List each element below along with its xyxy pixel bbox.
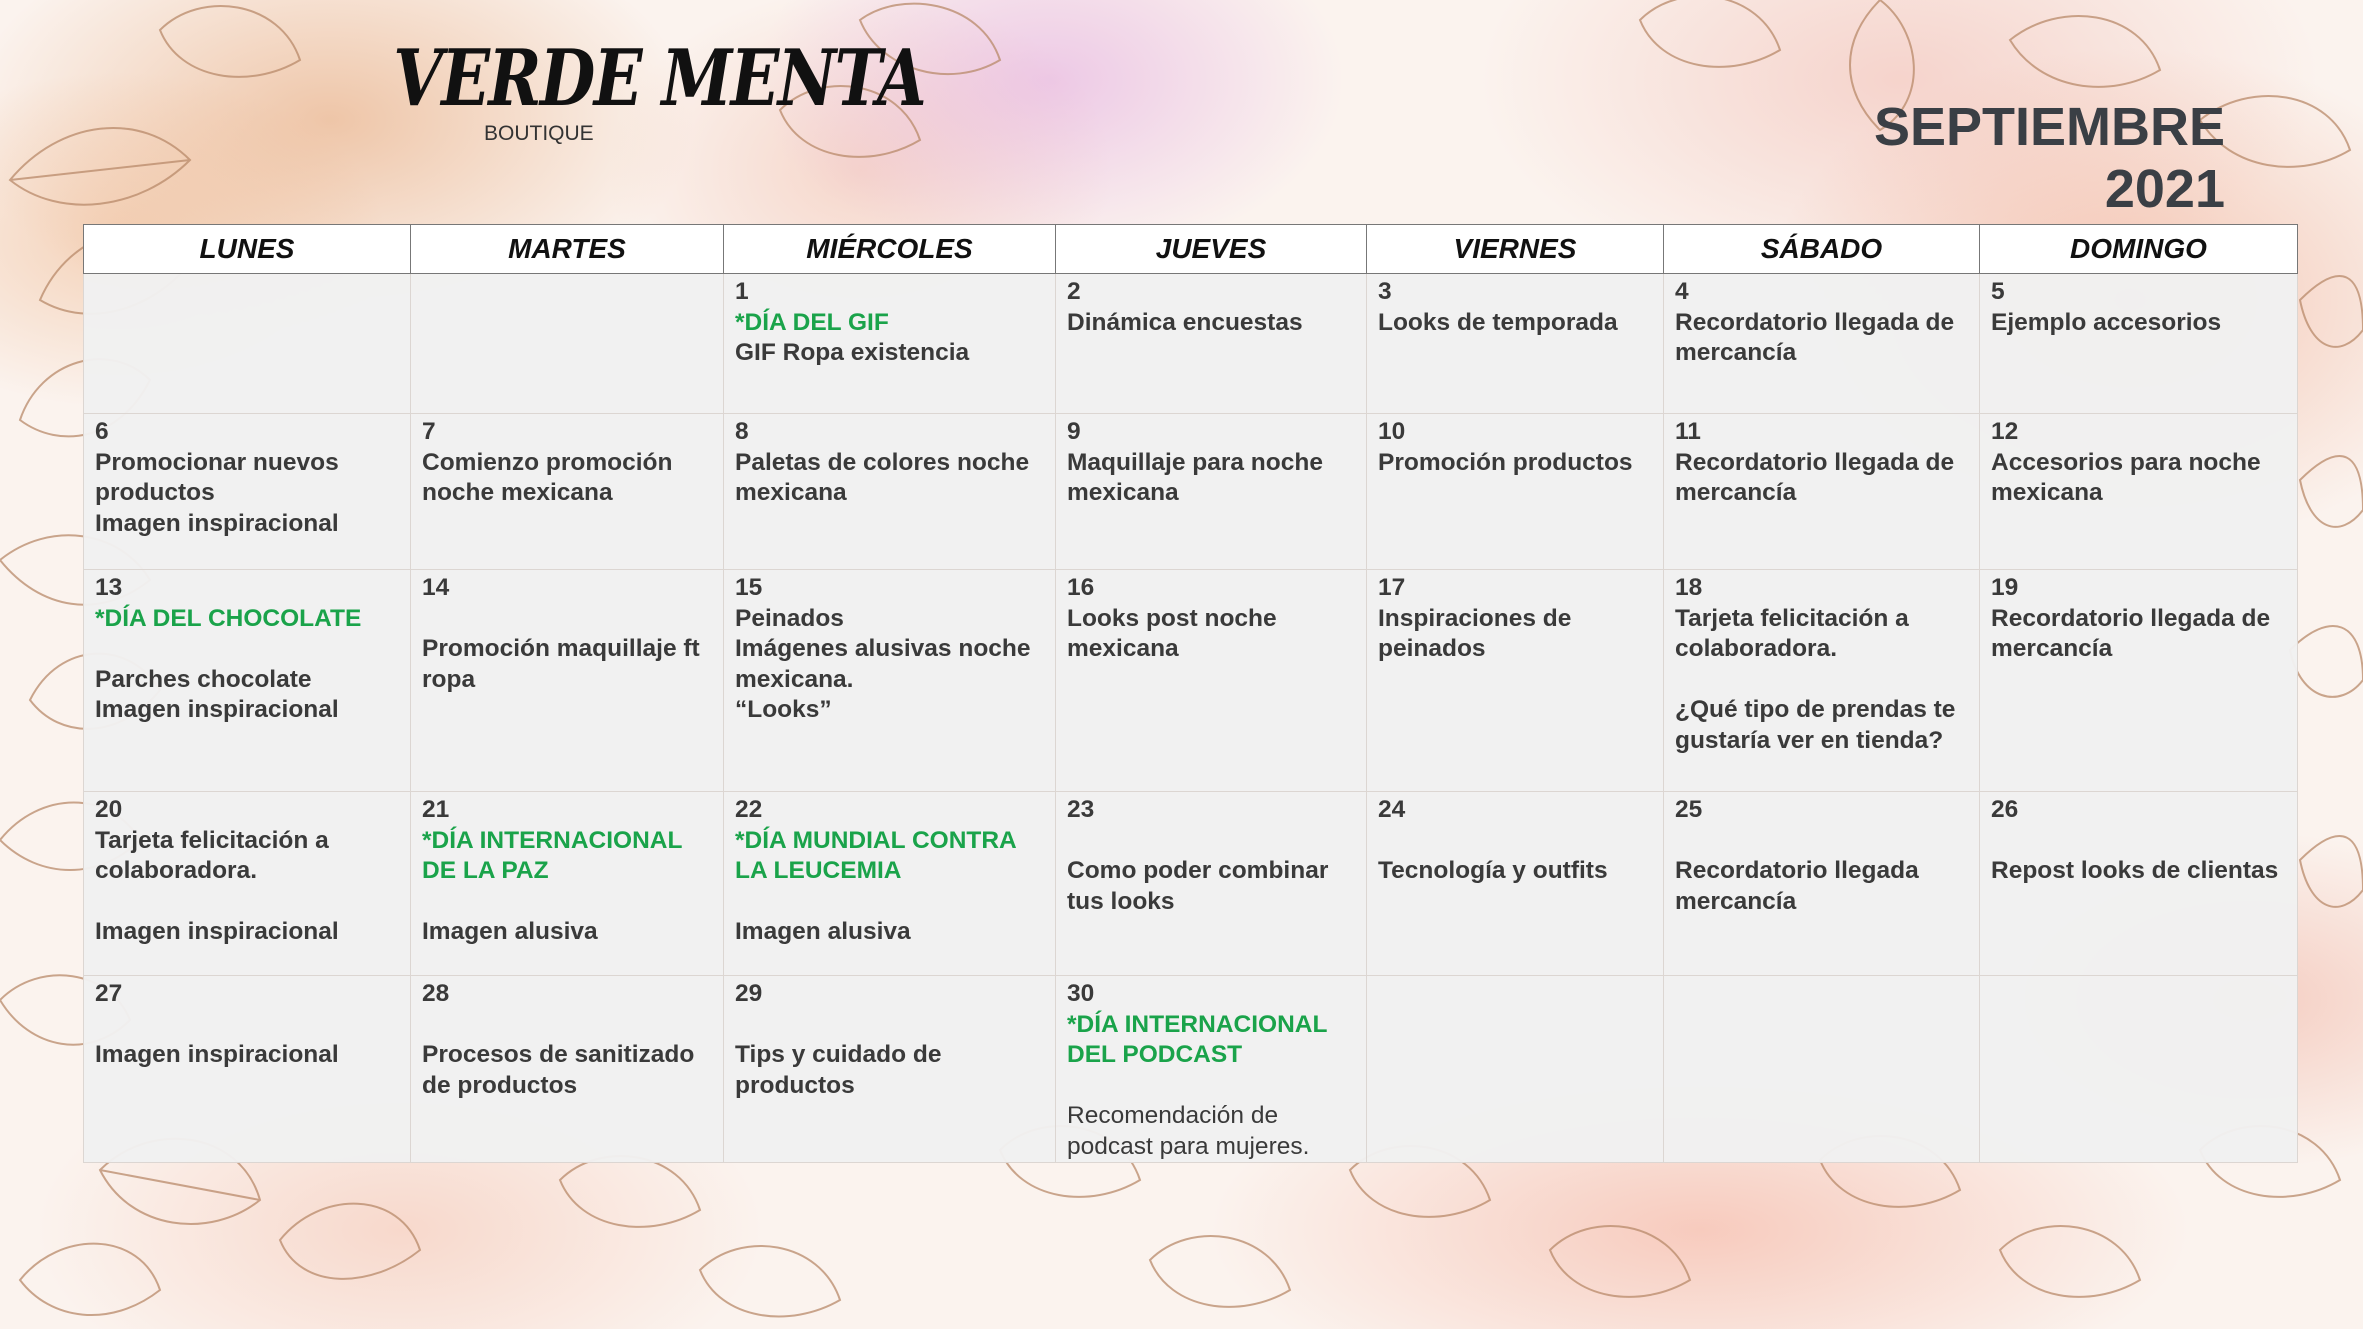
day-cell xyxy=(1980,570,2298,792)
weekday-header: MIÉRCOLES xyxy=(724,225,1056,274)
calendar-body xyxy=(84,274,2298,1163)
day-cell xyxy=(1980,274,2298,414)
event-text: Repost looks de clientas xyxy=(1991,857,2279,884)
event-text: Comienzo promoción noche mexicana xyxy=(422,448,673,506)
day-number: 12 xyxy=(1991,418,2019,445)
event-text: Recordatorio llegada de mercancía xyxy=(1991,604,2271,662)
event-text xyxy=(422,604,713,635)
event-text: Dinámica encuestas xyxy=(1067,308,1303,336)
event-text xyxy=(1378,826,1653,857)
event-text xyxy=(1067,826,1356,857)
weekday-header-row xyxy=(84,225,2298,274)
event-text: Imagen alusiva xyxy=(735,918,911,945)
day-number: 23 xyxy=(1067,796,1095,823)
event-text xyxy=(1675,665,1969,696)
day-cell xyxy=(1367,274,1664,414)
event-text: Tarjeta felicitación a colaboradora. xyxy=(95,826,329,884)
day-cell xyxy=(84,792,411,976)
event-text: Promoción maquillaje ft ropa xyxy=(422,635,700,693)
week-row xyxy=(84,792,2298,976)
special-day-label: *DÍA INTERNACIONAL DE LA PAZ xyxy=(422,826,682,884)
brand-name: VERDE MENTA xyxy=(393,33,926,124)
event-text: Tarjeta felicitación a colaboradora. xyxy=(1675,604,1909,662)
day-cell xyxy=(84,976,411,1163)
day-number: 11 xyxy=(1675,418,1701,445)
day-number: 30 xyxy=(1067,980,1095,1007)
weekday-header: JUEVES xyxy=(1056,225,1367,274)
event-text xyxy=(95,887,400,918)
event-text: Looks post noche mexicana xyxy=(1067,604,1277,662)
day-cell xyxy=(84,570,411,792)
empty-day-cell xyxy=(1367,976,1664,1163)
empty-day-cell xyxy=(1664,976,1980,1163)
day-cell xyxy=(724,414,1056,570)
day-cell xyxy=(411,792,724,976)
day-number: 7 xyxy=(422,418,436,445)
event-text: Promoción productos xyxy=(1378,448,1633,476)
event-text xyxy=(1675,826,1969,857)
event-text xyxy=(95,1010,400,1041)
day-number: 17 xyxy=(1378,574,1406,601)
event-text xyxy=(1067,1071,1356,1102)
calendar-grid xyxy=(83,224,2298,1163)
special-day-label: *DÍA MUNDIAL CONTRA LA LEUCEMIA xyxy=(735,826,1016,884)
day-number: 25 xyxy=(1675,796,1703,823)
day-cell xyxy=(724,570,1056,792)
event-text: GIF Ropa existencia xyxy=(735,339,970,366)
day-cell xyxy=(1056,414,1367,570)
event-text: Recordatorio llegada de mercancía xyxy=(1675,308,1955,366)
event-text: Procesos de sanitizado de productos xyxy=(422,1041,695,1099)
special-day-label: *DÍA DEL CHOCOLATE xyxy=(95,604,362,632)
day-number: 27 xyxy=(95,980,123,1007)
event-text: Imagen alusiva xyxy=(422,918,598,945)
event-text: Peinados xyxy=(735,604,844,632)
event-text: Imagen inspiracional xyxy=(95,918,339,945)
week-row xyxy=(84,274,2298,414)
event-text: Looks de temporada xyxy=(1378,308,1618,336)
day-cell xyxy=(411,976,724,1163)
event-text: Parches chocolate xyxy=(95,665,312,693)
day-cell xyxy=(1056,570,1367,792)
event-text: Paletas de colores noche mexicana xyxy=(735,448,1030,506)
day-number: 28 xyxy=(422,980,450,1007)
day-cell xyxy=(1056,792,1367,976)
day-cell xyxy=(1367,570,1664,792)
event-text xyxy=(1991,826,2287,857)
day-cell xyxy=(724,274,1056,414)
weekday-header: SÁBADO xyxy=(1664,225,1980,274)
event-text xyxy=(95,634,400,665)
weekday-header: DOMINGO xyxy=(1980,225,2298,274)
event-text: Ejemplo accesorios xyxy=(1991,308,2222,336)
day-number: 18 xyxy=(1675,574,1703,601)
event-text: Tips y cuidado de productos xyxy=(735,1041,942,1099)
event-text: Imagen inspiracional xyxy=(95,509,339,537)
empty-day-cell xyxy=(411,274,724,414)
event-text: Maquillaje para noche mexicana xyxy=(1067,448,1323,506)
day-number: 3 xyxy=(1378,278,1392,305)
day-number: 22 xyxy=(735,796,763,823)
event-text: Tecnología y outfits xyxy=(1378,857,1608,884)
event-text: Inspiraciones de peinados xyxy=(1378,604,1572,662)
empty-day-cell xyxy=(1980,976,2298,1163)
event-text xyxy=(422,887,713,918)
week-row xyxy=(84,570,2298,792)
day-cell xyxy=(724,792,1056,976)
event-text: Recomendación de podcast para mujeres. xyxy=(1067,1102,1310,1160)
day-number: 26 xyxy=(1991,796,2019,823)
brand-subtitle: BOUTIQUE xyxy=(484,122,594,145)
day-number: 10 xyxy=(1378,418,1406,445)
event-text xyxy=(422,1010,713,1041)
day-cell xyxy=(84,414,411,570)
day-cell xyxy=(1056,976,1367,1163)
day-number: 21 xyxy=(422,796,450,823)
event-text: Recordatorio llegada mercancía xyxy=(1675,857,1919,915)
day-number: 15 xyxy=(735,574,763,601)
day-number: 20 xyxy=(95,796,123,823)
event-text: Imágenes alusivas noche mexicana. xyxy=(735,635,1031,693)
weekday-header: LUNES xyxy=(84,225,411,274)
month-title: SEPTIEMBRE 2021 xyxy=(1873,97,2225,219)
day-number: 5 xyxy=(1991,278,2005,305)
brand-logo xyxy=(360,33,926,146)
day-cell xyxy=(1664,570,1980,792)
weekday-header: MARTES xyxy=(411,225,724,274)
day-cell xyxy=(411,570,724,792)
event-text: Imagen inspiracional xyxy=(95,696,339,723)
day-number: 9 xyxy=(1067,418,1081,445)
event-text xyxy=(735,1010,1045,1041)
day-number: 4 xyxy=(1675,278,1689,305)
day-cell xyxy=(1056,274,1367,414)
event-text: Recordatorio llegada de mercancía xyxy=(1675,448,1955,506)
weekday-header: VIERNES xyxy=(1367,225,1664,274)
empty-day-cell xyxy=(84,274,411,414)
day-number: 19 xyxy=(1991,574,2019,601)
week-row xyxy=(84,414,2298,570)
day-number: 8 xyxy=(735,418,749,445)
week-row xyxy=(84,976,2298,1163)
event-text xyxy=(735,887,1045,918)
event-text: Imagen inspiracional xyxy=(95,1041,339,1068)
day-cell xyxy=(1367,414,1664,570)
day-number: 24 xyxy=(1378,796,1406,823)
special-day-label: *DÍA INTERNACIONAL DEL PODCAST xyxy=(1067,1010,1327,1068)
event-text: “Looks” xyxy=(735,696,832,723)
day-number: 14 xyxy=(422,574,450,601)
day-cell xyxy=(724,976,1056,1163)
event-text: Promocionar nuevos productos xyxy=(95,448,339,506)
day-cell xyxy=(1664,792,1980,976)
event-text: Accesorios para noche mexicana xyxy=(1991,448,2261,506)
day-cell xyxy=(1980,414,2298,570)
event-text: Como poder combinar tus looks xyxy=(1067,857,1329,915)
day-number: 16 xyxy=(1067,574,1095,601)
event-text: ¿Qué tipo de prendas te gustaría ver en tienda? xyxy=(1675,696,1956,754)
day-cell xyxy=(1980,792,2298,976)
day-number: 13 xyxy=(95,574,123,601)
day-cell xyxy=(1367,792,1664,976)
day-cell xyxy=(1664,414,1980,570)
day-number: 2 xyxy=(1067,278,1081,305)
day-number: 6 xyxy=(95,418,109,445)
day-cell xyxy=(1664,274,1980,414)
day-number: 1 xyxy=(735,278,749,305)
special-day-label: *DÍA DEL GIF xyxy=(735,308,889,336)
day-cell xyxy=(411,414,724,570)
day-number: 29 xyxy=(735,980,763,1007)
